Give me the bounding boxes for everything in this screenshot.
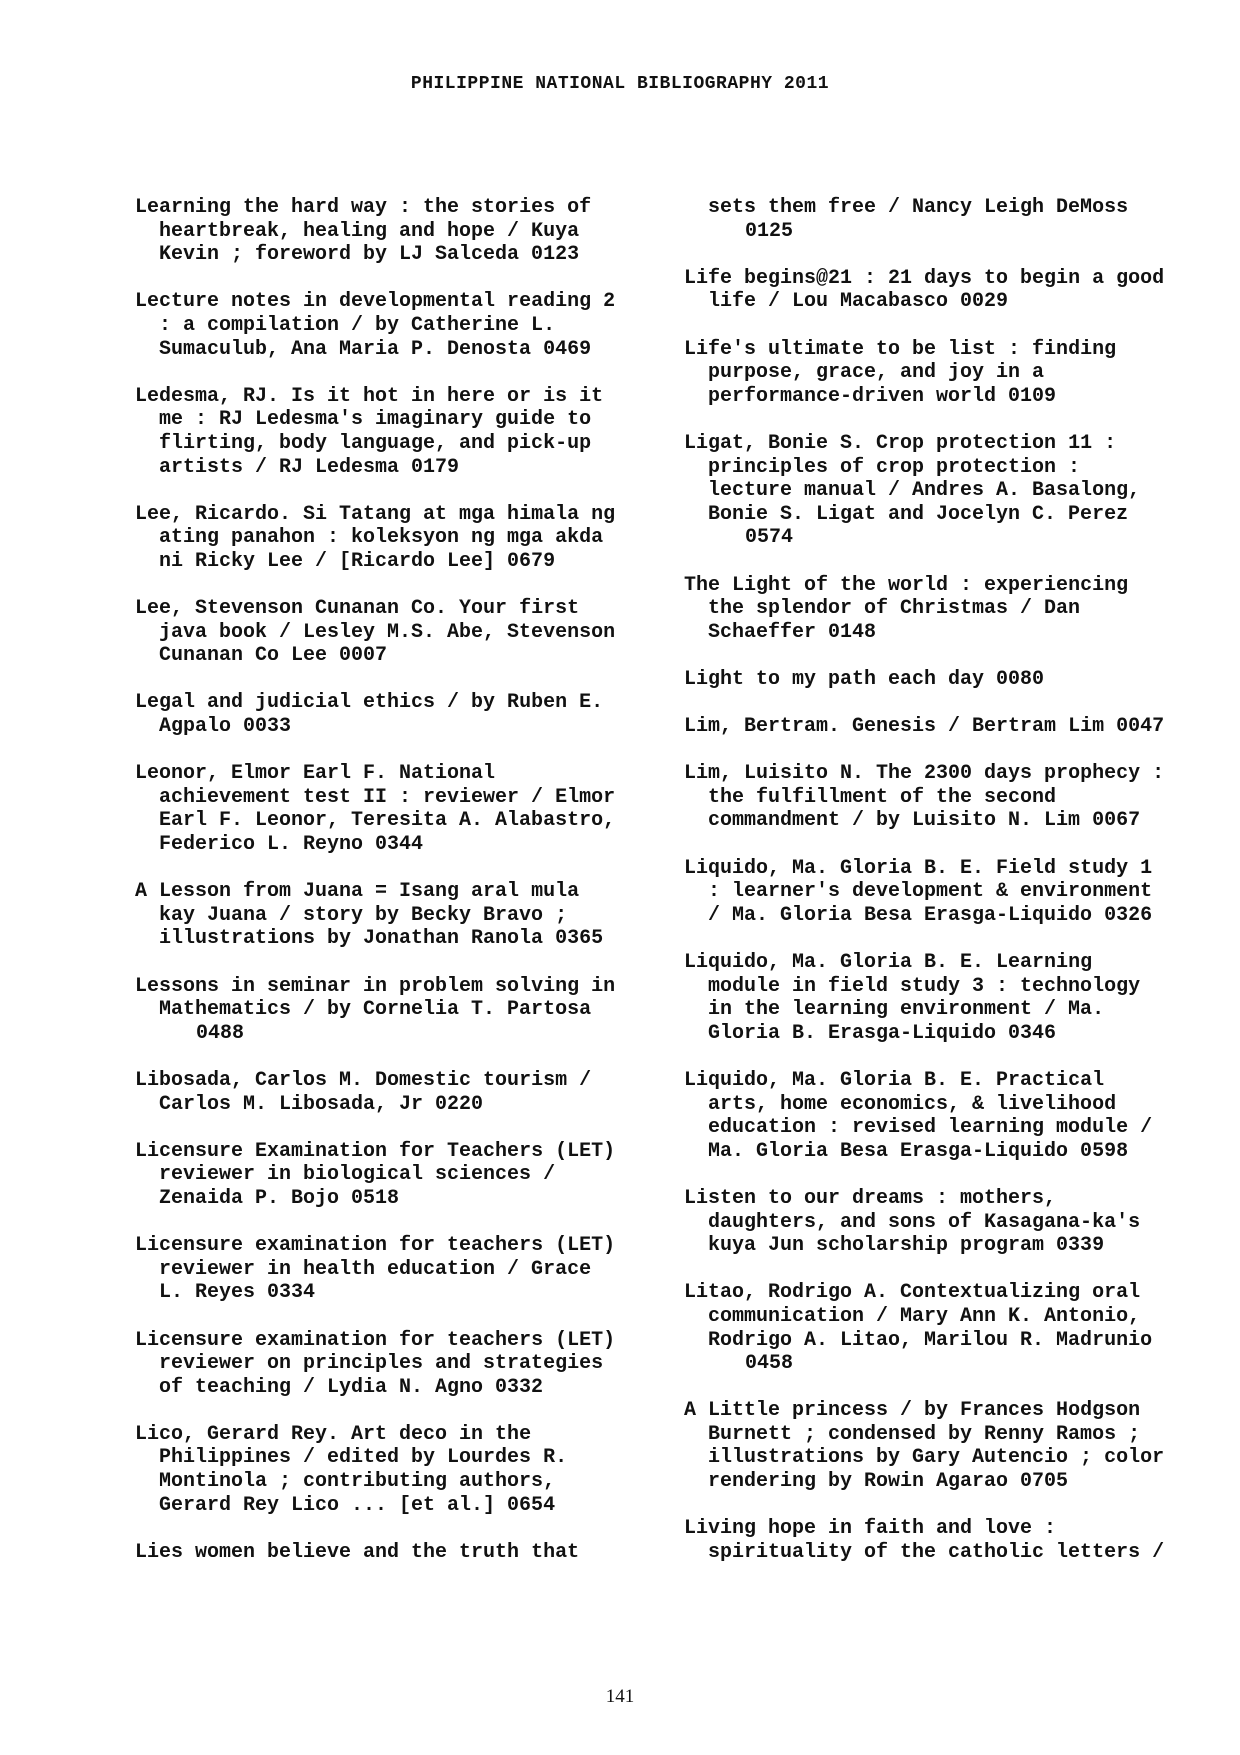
entry-line: Cunanan Co Lee 0007: [159, 644, 388, 668]
entry-line: : learner's development & environment: [708, 880, 1153, 904]
entry-line: Ligat, Bonie S. Crop protection 11 :: [684, 431, 1117, 455]
entry-line: Federico L. Reyno 0344: [159, 833, 424, 857]
entry-line: heartbreak, healing and hope / Kuya: [159, 219, 580, 243]
entry-line: Lecture notes in developmental reading 2: [135, 290, 616, 314]
entry-line: Lee, Ricardo. Si Tatang at mga himala ng: [135, 502, 616, 526]
entry-line: Carlos M. Libosada, Jr 0220: [159, 1092, 484, 1116]
entry-line: achievement test II : reviewer / Elmor: [159, 785, 616, 809]
entry-line: Burnett ; condensed by Renny Ramos ;: [708, 1422, 1141, 1446]
entry-line: Licensure examination for teachers (LET): [135, 1328, 616, 1352]
entry-line: the fulfillment of the second: [708, 785, 1057, 809]
bibliography-entry: [135, 691, 645, 738]
entry-line: Mathematics / by Cornelia T. Partosa: [159, 998, 592, 1022]
entry-line: A Little princess / by Frances Hodgson: [684, 1399, 1141, 1423]
entry-line: Liquido, Ma. Gloria B. E. Practical: [684, 1068, 1105, 1092]
entry-line: : a compilation / by Catherine L.: [159, 313, 556, 337]
entry-line: Earl F. Leonor, Teresita A. Alabastro,: [159, 809, 616, 833]
entry-line: spirituality of the catholic letters /: [708, 1540, 1165, 1564]
entry-line: Lim, Luisito N. The 2300 days prophecy :: [684, 762, 1165, 786]
entry-line: Bonie S. Ligat and Jocelyn C. Perez: [708, 502, 1129, 526]
entry-line: Life begins@21 : 21 days to begin a good: [684, 266, 1165, 290]
bibliography-entry: [684, 267, 1194, 314]
entry-line: 0125: [745, 219, 794, 243]
bibliography-entry: [684, 1281, 1194, 1375]
entry-line: Life's ultimate to be list : finding: [684, 337, 1117, 361]
entry-line: artists / RJ Ledesma 0179: [159, 455, 460, 479]
bibliography-entry: [684, 857, 1194, 928]
entry-line: life / Lou Macabasco 0029: [708, 290, 1009, 314]
entry-line: lecture manual / Andres A. Basalong,: [708, 479, 1141, 503]
entry-line: performance-driven world 0109: [708, 384, 1057, 408]
bibliography-entry: [684, 715, 1194, 739]
entry-line: The Light of the world : experiencing: [684, 573, 1129, 597]
bibliography-entry: [684, 951, 1194, 1045]
entry-line: A Lesson from Juana = Isang aral mula: [135, 880, 580, 904]
entry-line: ni Ricky Lee / [Ricardo Lee] 0679: [159, 549, 556, 573]
entry-line: reviewer on principles and strategies: [159, 1352, 604, 1376]
entry-line: Licensure Examination for Teachers (LET): [135, 1139, 616, 1163]
entry-line: Liquido, Ma. Gloria B. E. Field study 1: [684, 856, 1153, 880]
entry-line: Lico, Gerard Rey. Art deco in the: [135, 1422, 532, 1446]
bibliography-entry: [684, 574, 1194, 645]
entry-line: Living hope in faith and love :: [684, 1517, 1057, 1541]
entry-line: me : RJ Ledesma's imaginary guide to: [159, 408, 592, 432]
bibliography-entry: [684, 196, 1194, 243]
entry-line: Lies women believe and the truth that: [135, 1540, 580, 1564]
entry-line: illustrations by Gary Autencio ; color: [708, 1446, 1165, 1470]
bibliography-entry: [135, 880, 645, 951]
entry-line: Lee, Stevenson Cunanan Co. Your first: [135, 597, 580, 621]
entry-line: Ma. Gloria Besa Erasga-Liquido 0598: [708, 1139, 1129, 1163]
bibliography-entry: [684, 762, 1194, 833]
entry-line: rendering by Rowin Agarao 0705: [708, 1470, 1069, 1494]
bibliography-entry: [684, 1399, 1194, 1493]
entry-line: kay Juana / story by Becky Bravo ;: [159, 903, 568, 927]
entry-line: education : revised learning module /: [708, 1116, 1153, 1140]
page-number: 141: [605, 1686, 635, 1707]
entry-line: sets them free / Nancy Leigh DeMoss: [708, 196, 1129, 219]
entry-line: L. Reyes 0334: [159, 1281, 316, 1305]
bibliography-entry: [135, 1541, 645, 1565]
entry-line: Libosada, Carlos M. Domestic tourism /: [135, 1068, 592, 1092]
left-column: [135, 196, 645, 1588]
entry-line: 0574: [745, 526, 794, 550]
bibliography-entry: [135, 503, 645, 574]
bibliography-entry: [135, 975, 645, 1046]
entry-line: Legal and judicial ethics / by Ruben E.: [135, 691, 604, 715]
bibliography-entry: [135, 1329, 645, 1400]
entry-line: Schaeffer 0148: [708, 620, 877, 644]
entry-line: purpose, grace, and joy in a: [708, 361, 1045, 385]
entry-line: Gloria B. Erasga-Liquido 0346: [708, 1021, 1057, 1045]
entry-line: Lim, Bertram. Genesis / Bertram Lim 0047: [684, 715, 1165, 739]
entry-line: 0458: [745, 1352, 794, 1376]
entry-line: Lessons in seminar in problem solving in: [135, 974, 616, 998]
bibliography-entry: [135, 290, 645, 361]
bibliography-entry: [135, 1140, 645, 1211]
bibliography-entry: [135, 385, 645, 479]
entry-line: reviewer in health education / Grace: [159, 1257, 592, 1281]
entry-line: 0488: [196, 1021, 245, 1045]
entry-line: Ledesma, RJ. Is it hot in here or is it: [135, 384, 604, 408]
entry-line: ating panahon : koleksyon ng mga akda: [159, 526, 604, 550]
entry-line: principles of crop protection :: [708, 455, 1081, 479]
bibliography-entry: [135, 196, 645, 267]
entry-line: java book / Lesley M.S. Abe, Stevenson: [159, 620, 616, 644]
bibliography-entry: [684, 1187, 1194, 1258]
entry-line: communication / Mary Ann K. Antonio,: [708, 1304, 1141, 1328]
bibliography-entry: [684, 1517, 1194, 1564]
entry-line: commandment / by Luisito N. Lim 0067: [708, 809, 1141, 833]
entry-line: Litao, Rodrigo A. Contextualizing oral: [684, 1281, 1141, 1305]
entry-line: Light to my path each day 0080: [684, 667, 1045, 691]
bibliography-entry: [684, 1069, 1194, 1163]
entry-line: Learning the hard way : the stories of: [135, 196, 592, 219]
entry-line: module in field study 3 : technology: [708, 974, 1141, 998]
entry-line: arts, home economics, & livelihood: [708, 1092, 1117, 1116]
entry-line: in the learning environment / Ma.: [708, 998, 1105, 1022]
entry-line: Leonor, Elmor Earl F. National: [135, 762, 496, 786]
entry-line: flirting, body language, and pick-up: [159, 431, 592, 455]
entry-line: daughters, and sons of Kasagana-ka's: [708, 1210, 1141, 1234]
entry-line: / Ma. Gloria Besa Erasga-Liquido 0326: [708, 903, 1153, 927]
bibliography-entry: [135, 1423, 645, 1517]
entry-line: Agpalo 0033: [159, 715, 292, 739]
bibliography-entry: [135, 1234, 645, 1305]
entry-line: reviewer in biological sciences /: [159, 1163, 556, 1187]
entry-line: Rodrigo A. Litao, Marilou R. Madrunio: [708, 1328, 1153, 1352]
bibliography-entry: [135, 762, 645, 856]
entry-line: Licensure examination for teachers (LET): [135, 1234, 616, 1258]
entry-line: kuya Jun scholarship program 0339: [708, 1234, 1105, 1258]
entry-line: Zenaida P. Bojo 0518: [159, 1186, 400, 1210]
entry-line: Listen to our dreams : mothers,: [684, 1186, 1057, 1210]
entry-line: Liquido, Ma. Gloria B. E. Learning: [684, 951, 1093, 974]
page-header: PHILIPPINE NATIONAL BIBLIOGRAPHY 2011: [410, 74, 830, 94]
entry-line: Philippines / edited by Lourdes R.: [159, 1446, 568, 1470]
entry-line: Kevin ; foreword by LJ Salceda 0123: [159, 243, 580, 267]
bibliography-entry: [135, 597, 645, 668]
entry-line: Montinola ; contributing authors,: [159, 1470, 556, 1494]
bibliography-entry: [684, 338, 1194, 409]
bibliography-entry: [684, 668, 1194, 692]
entry-line: Sumaculub, Ana Maria P. Denosta 0469: [159, 337, 592, 361]
entry-line: of teaching / Lydia N. Agno 0332: [159, 1375, 544, 1399]
entry-line: Gerard Rey Lico ... [et al.] 0654: [159, 1493, 556, 1517]
bibliography-entry: [684, 432, 1194, 550]
right-column: [684, 196, 1194, 1588]
bibliography-entry: [135, 1069, 645, 1116]
entry-line: the splendor of Christmas / Dan: [708, 597, 1081, 621]
entry-line: illustrations by Jonathan Ranola 0365: [159, 927, 604, 951]
